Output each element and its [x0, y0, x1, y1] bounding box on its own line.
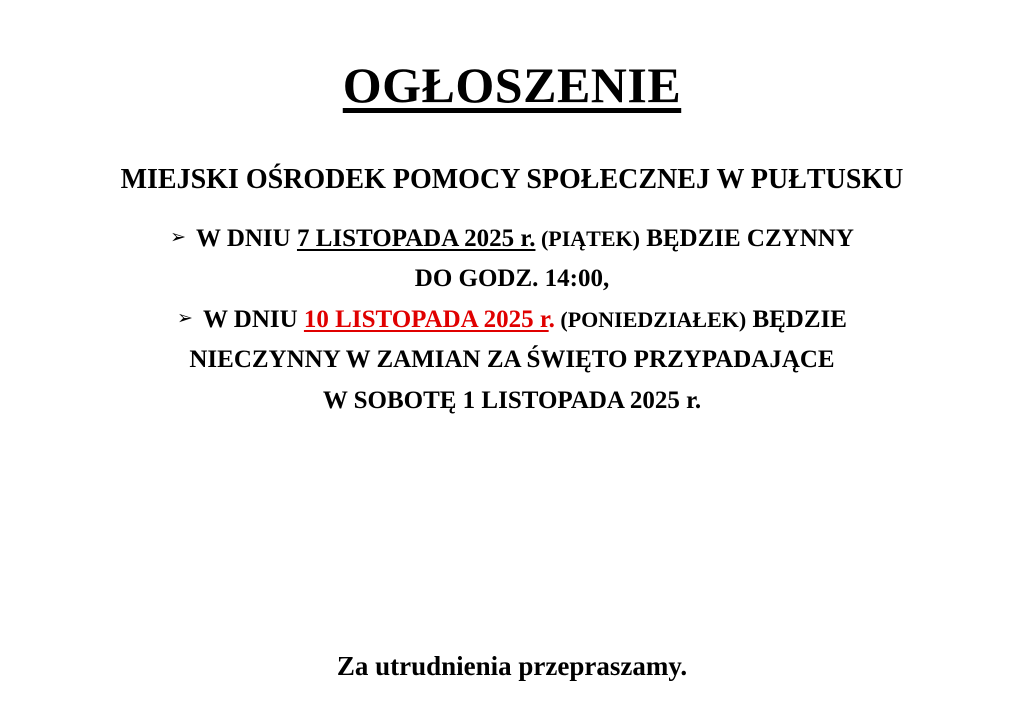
- apology-footer: Za utrudnienia przepraszamy.: [336, 651, 688, 681]
- notice-2-day: (PONIEDZIAŁEK): [554, 306, 747, 332]
- notice-2-date: 10 LISTOPADA 2025 r: [303, 305, 549, 333]
- notice-1-prefix: W DNIU: [196, 224, 297, 252]
- notice-list: [0, 219, 1024, 422]
- notice-item-monday: [0, 300, 1024, 341]
- announcement-page: [0, 58, 1024, 727]
- notice-item-friday: [0, 219, 1024, 260]
- notice-2-prefix: W DNIU: [202, 305, 304, 333]
- arrow-bullet-icon: ➢: [170, 225, 187, 248]
- arrow-bullet-icon: ➢: [177, 306, 193, 329]
- notice-item-monday-reason: NIECZYNNY W ZAMIAN ZA ŚWIĘTO PRZYPADAJĄCE: [189, 346, 835, 374]
- notice-2-date-tail: .: [548, 305, 555, 333]
- institution-name: MIEJSKI OŚRODEK POMOCY SPOŁECZNEJ W PUŁTUSKU: [120, 164, 904, 195]
- notice-item-friday-hours: DO GODZ. 14:00,: [414, 265, 610, 293]
- notice-1-suffix: BĘDZIE CZYNNY: [639, 224, 854, 252]
- notice-item-monday-holiday: W SOBOTĘ 1 LISTOPADA 2025 r.: [322, 386, 702, 414]
- page-title: OGŁOSZENIE: [342, 57, 682, 113]
- notice-2-suffix: BĘDZIE: [746, 305, 847, 333]
- notice-1-day: (PIĄTEK): [535, 225, 640, 251]
- notice-1-date: 7 LISTOPADA 2025 r.: [296, 224, 536, 252]
